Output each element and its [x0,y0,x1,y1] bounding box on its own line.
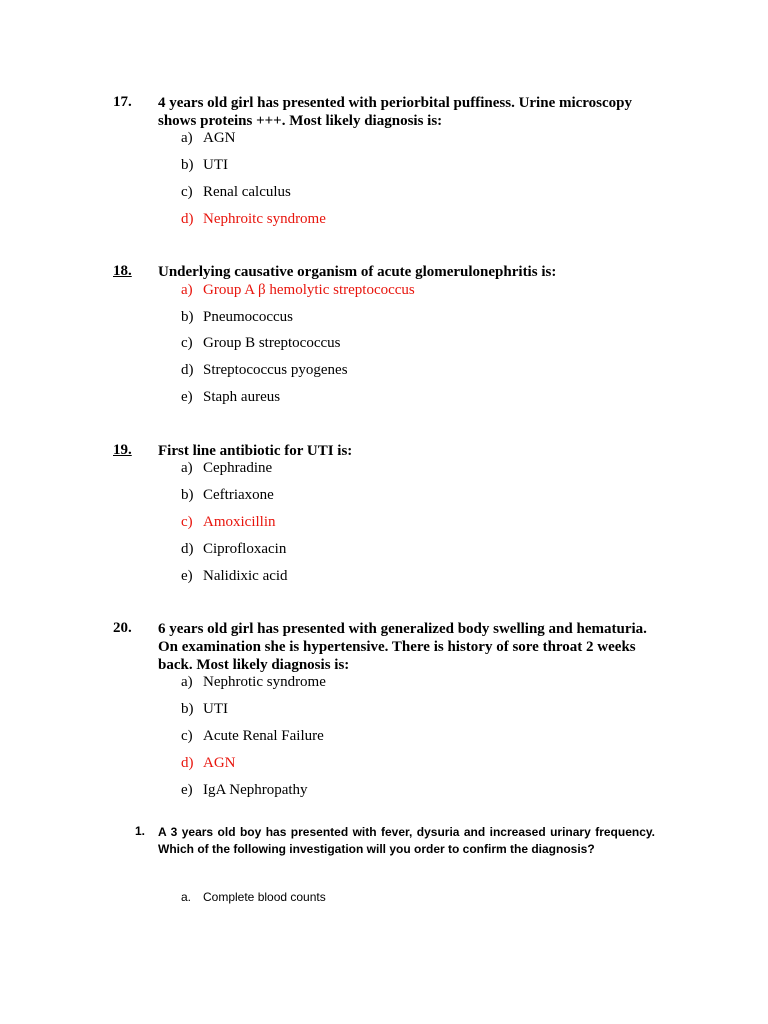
option-a-correct-answer: a) Group A β hemolytic streptococcus [181,282,415,298]
option-d-correct-answer: d) Nephroitc syndrome [181,211,326,227]
option-a: a) AGN [181,130,236,146]
question-text: First line antibiotic for UTI is: [158,443,353,459]
question-number: 18. [113,263,132,279]
question-text: 6 years old girl has presented with generalized body swelling and hematuria. On examination she is hypertensive. There is history of sore throat 2 weeks back. Most likely diagnosis is: [158,621,647,673]
option-b: b) Pneumococcus [181,309,293,325]
option-c-correct-answer: c) Amoxicillin [181,514,276,530]
option-d: d) Streptococcus pyogenes [181,362,348,378]
question-text: Underlying causative organism of acute glomerulonephritis is: [158,264,557,280]
option-d: d) Ciprofloxacin [181,541,287,557]
option-a: a) Cephradine [181,460,273,476]
question-number: 17. [113,94,132,110]
question-text: 4 years old girl has presented with periorbital puffiness. Urine microscopy shows proteins +++. Most likely diagnosis is: [158,95,633,129]
option-e: e) IgA Nephropathy [181,782,308,798]
option-b: b) UTI [181,157,228,173]
question-text: A 3 years old boy has presented with fever, dysuria and increased urinary frequency. Which of the following investigation will you order to confirm the diagnosis? [158,825,655,856]
option-e: e) Staph aureus [181,389,281,405]
option-e: e) Nalidixic acid [181,568,288,584]
option-b: b) Ceftriaxone [181,487,274,503]
option-c: c) Group B streptococcus [181,335,341,351]
question-number: 1. [135,824,146,838]
option-d-correct-answer: d) AGN [181,755,236,771]
option-c: c) Renal calculus [181,184,291,200]
option-b: b) UTI [181,701,228,717]
option-c: c) Acute Renal Failure [181,728,324,744]
question-number: 19. [113,442,132,458]
option-a: a. Complete blood counts [181,890,326,904]
question-number: 20. [113,620,132,636]
option-a: a) Nephrotic syndrome [181,674,326,690]
